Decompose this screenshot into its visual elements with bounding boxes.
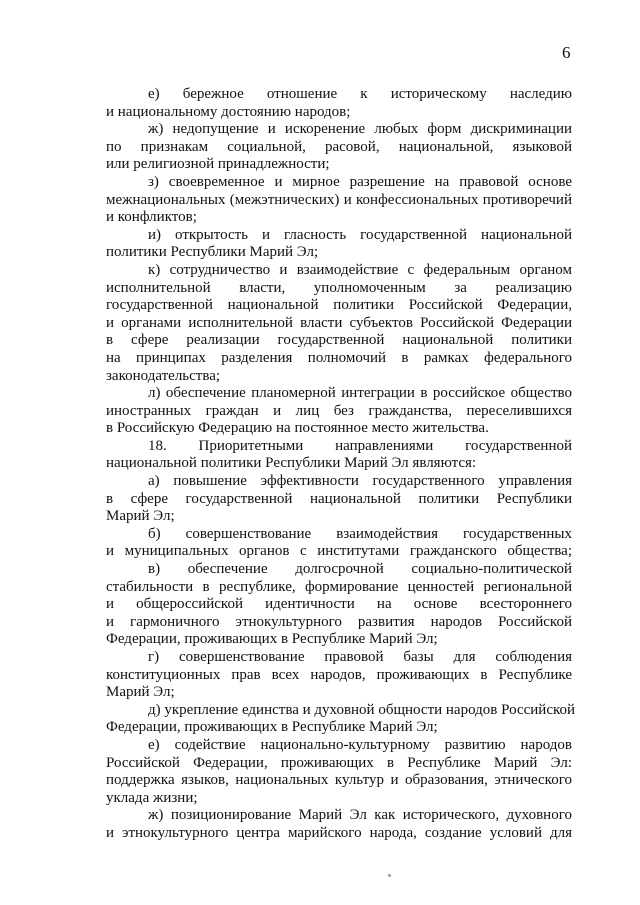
text-line: з) своевременное и мирное разрешение на правовой основе bbox=[148, 173, 572, 190]
text-line: иностранных граждан и лиц без гражданства, переселившихся bbox=[106, 402, 572, 419]
text-line: в сфере реализации государственной национальной политики bbox=[106, 332, 572, 349]
text-line: г) совершенствование правовой базы для соблюдения bbox=[148, 649, 572, 665]
text-line: по признакам социальной, расовой, национальной, языковой bbox=[106, 138, 572, 155]
text-line: стабильности в республике, формирование ценностей региональной bbox=[106, 578, 572, 595]
text-line: л) обеспечение планомерной интеграции в российское общество bbox=[148, 385, 572, 402]
text-line: в Российскую Федерацию на постоянное место жительства. bbox=[106, 420, 489, 437]
text-line: Марий Эл; bbox=[106, 684, 175, 701]
page-number: 6 bbox=[562, 43, 571, 62]
text-line: Российской Федерации, проживающих в Республике Марий Эл: bbox=[106, 754, 572, 771]
scan-speck bbox=[388, 874, 391, 877]
text-line: ж) позиционирование Марий Эл как исторического, духовного bbox=[148, 807, 572, 824]
text-line: в сфере государственной национальной политики Республики bbox=[106, 490, 572, 507]
text-line: ж) недопущение и искоренение любых форм дискриминации bbox=[148, 121, 572, 138]
text-line: уклада жизни; bbox=[106, 789, 198, 806]
text-line: поддержка языков, национальных культур и образования, этнического bbox=[106, 772, 572, 789]
text-line: б) совершенствование взаимодействия государственных bbox=[148, 525, 572, 542]
text-line: Федерации, проживающих в Республике Марий Эл; bbox=[106, 719, 438, 736]
text-line: межнациональных (межэтнических) и конфессиональных противоречий bbox=[106, 191, 572, 208]
text-line: и) открытость и гласность государственной национальной bbox=[148, 226, 572, 243]
text-line: исполнительной власти, уполномоченным за реализацию bbox=[106, 279, 572, 296]
text-line: и общероссийской идентичности на основе всестороннего bbox=[106, 596, 572, 613]
text-line: и муниципальных органов с институтами гражданского общества; bbox=[106, 543, 572, 560]
text-line: в) обеспечение долгосрочной социально-политической bbox=[148, 561, 572, 578]
document-body bbox=[106, 86, 576, 843]
text-line: д) укрепление единства и духовной общности народов Российской bbox=[148, 701, 576, 718]
text-line: Федерации, проживающих в Республике Марий Эл; bbox=[106, 631, 438, 648]
text-line: е) содействие национально-культурному развитию народов bbox=[148, 736, 572, 753]
text-line: национальной политики Республики Марий Эл являются: bbox=[106, 455, 477, 472]
text-line: на принципах разделения полномочий в рамках федерального bbox=[106, 349, 572, 366]
text-line: е) бережное отношение к историческому наследию bbox=[148, 86, 572, 102]
text-line: политики Республики Марий Эл; bbox=[106, 244, 319, 261]
text-line: и национальному достоянию народов; bbox=[106, 103, 351, 120]
text-line: законодательства; bbox=[106, 367, 221, 384]
text-line: конституционных прав всех народов, проживающих в Республике bbox=[106, 666, 572, 683]
text-line: 18. Приоритетными направлениями государственной bbox=[148, 437, 572, 454]
text-line: государственной национальной политики Российской Федерации, bbox=[106, 297, 572, 314]
text-line: к) сотрудничество и взаимодействие с федеральным органом bbox=[148, 261, 572, 278]
text-line: а) повышение эффективности государственного управления bbox=[148, 473, 572, 490]
text-line: и гармоничного этнокультурного развития народов Российской bbox=[106, 613, 572, 630]
text-line: или религиозной принадлежности; bbox=[106, 156, 330, 173]
text-line: и этнокультурного центра марийского народа, создание условий для bbox=[106, 824, 572, 841]
text-line: и конфликтов; bbox=[106, 209, 197, 226]
text-line: и органами исполнительной власти субъектов Российской Федерации bbox=[106, 314, 572, 331]
text-line: Марий Эл; bbox=[106, 508, 175, 525]
